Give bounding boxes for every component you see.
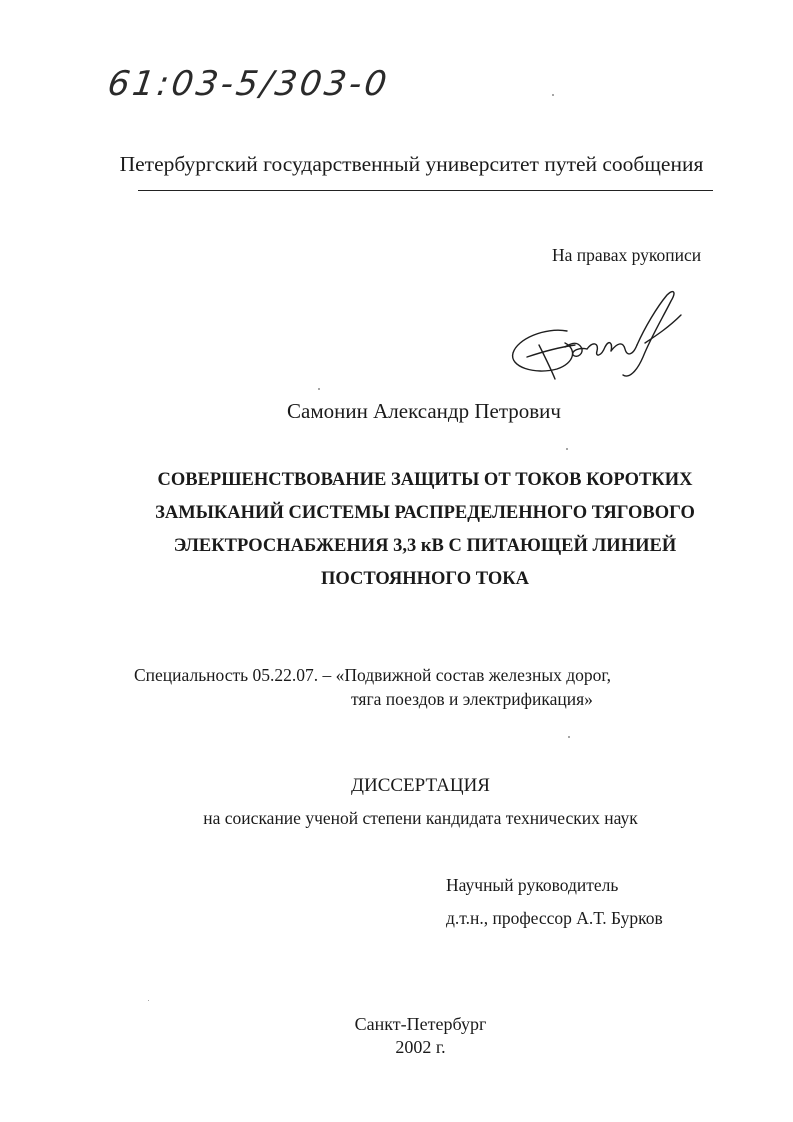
advisor-name: д.т.н., профессор А.Т. Бурков: [446, 908, 663, 928]
degree-line: на соискание ученой степени кандидата технических наук: [203, 808, 638, 828]
handwritten-catalog-number: 61:03-5/303-0: [105, 64, 392, 104]
title-line: ЭЛЕКТРОСНАБЖЕНИЯ 3,3 кВ С ПИТАЮЩЕЙ ЛИНИЕЙ: [173, 536, 677, 556]
advisor-label: Научный руководитель: [446, 875, 619, 895]
scan-speck: [566, 448, 568, 450]
year: 2002 г.: [395, 1037, 446, 1057]
city: Санкт-Петербург: [354, 1014, 487, 1034]
title-line: ПОСТОЯННОГО ТОКА: [320, 569, 530, 589]
scan-speck: [148, 1000, 149, 1001]
specialty-line: тяга поездов и электрификация»: [351, 689, 593, 709]
author-signature: [505, 287, 695, 387]
dissertation-title: [80, 464, 770, 596]
manuscript-note: На правах рукописи: [552, 245, 702, 265]
university-name: Петербургский государственный университет путей сообщения: [119, 152, 704, 176]
scan-speck: [552, 94, 554, 96]
scan-speck: [568, 736, 570, 738]
specialty-line: Специальность 05.22.07. – «Подвижной состав железных дорог,: [134, 665, 611, 685]
title-line: СОВЕРШЕНСТВОВАНИЕ ЗАЩИТЫ ОТ ТОКОВ КОРОТКИХ: [157, 470, 693, 490]
author-name: Самонин Александр Петрович: [287, 399, 561, 423]
document-type: ДИССЕРТАЦИЯ: [351, 775, 490, 796]
title-line: ЗАМЫКАНИЙ СИСТЕМЫ РАСПРЕДЕЛЕННОГО ТЯГОВОГО: [155, 503, 695, 523]
scan-speck: [318, 388, 320, 390]
header-rule: [138, 190, 713, 191]
